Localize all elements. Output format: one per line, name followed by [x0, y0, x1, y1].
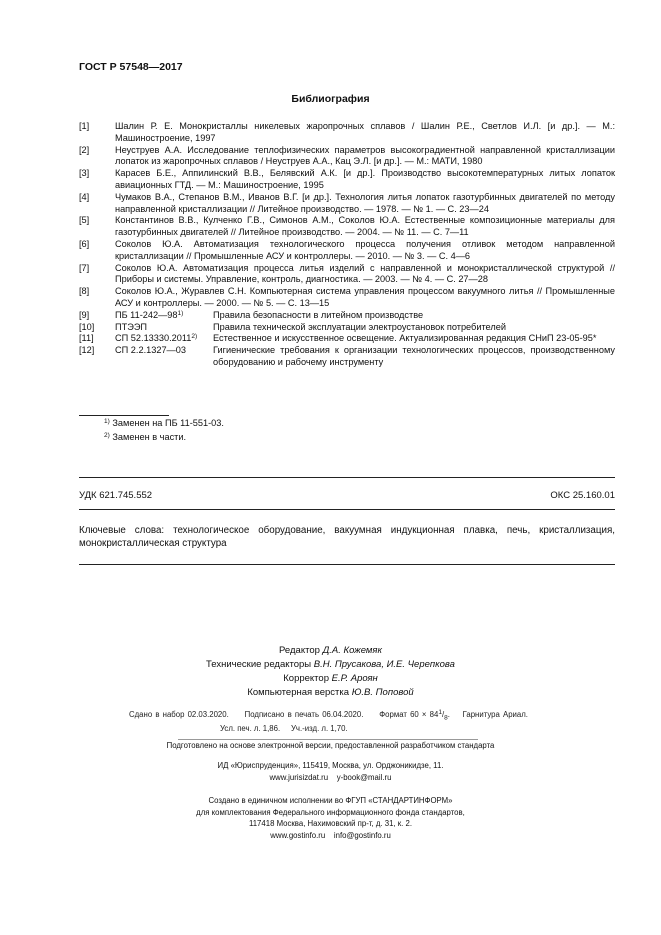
- bibliography-item-text: Соколов Ю.А., Журавлев С.Н. Компьютерная система управления процессом вакуумного литья // Промышленные АСУ и контроллеры. — 2000. — № 5. — С. 13—15: [115, 286, 615, 308]
- regulation-code: ПТЭЭП: [115, 321, 148, 332]
- bibliography-item-number: [5]: [79, 215, 90, 226]
- bibliography-item: [79, 215, 615, 239]
- bibliography-item-number: [12]: [79, 345, 95, 356]
- footnote-text: Заменен на ПБ 11-551-03.: [112, 418, 224, 428]
- regulation-title: Естественное и искусственное освещение. Актуализированная редакция СНиП 23-05-95*: [213, 333, 597, 344]
- bibliography-item-text: Шалин Р. Е. Монокристаллы никелевых жаропрочных сплавов / Шалин Р.Е., Светлов И.Л. [и др.]. — М.: Машиностроение, 1997: [115, 121, 615, 143]
- regulation-code: СП 2.2.1327—03: [115, 345, 186, 356]
- bibliography-item-text: Карасев Б.Е., Аппилинский В.В., Белявский А.К. [и др.]. Производство высокотемпературных литых лопаток авиационных ГТД. — М.: Машиностроение, 1995: [115, 168, 615, 190]
- credit-editor: Редактор Д.А. Кожемяк: [279, 645, 382, 656]
- udk-code: УДК 621.745.552: [79, 490, 153, 501]
- bibliography-item-number: [7]: [79, 262, 90, 273]
- creator-line-1: Создано в единичном исполнении во ФГУП «СТАНДАРТИНФОРМ»: [208, 796, 453, 805]
- bibliography-code-item: [79, 310, 615, 322]
- oks-code: ОКС 25.160.01: [550, 490, 615, 501]
- footnote-reference: 2): [191, 333, 198, 341]
- bibliography-item-number: [1]: [79, 121, 90, 131]
- bibliography-item-number: [3]: [79, 168, 90, 179]
- footnote-2: [104, 432, 186, 442]
- regulation-title: Гигиенические требования к организации технологических процессов, производственному оборудованию и рабочему инструменту: [213, 345, 615, 367]
- footnote-separator: [79, 415, 169, 416]
- creator-email[interactable]: info@gostinfo.ru: [333, 830, 391, 840]
- bibliography-item-number: [6]: [79, 238, 90, 249]
- regulation-code: ПБ 11-242—98$^{1)}$: [115, 309, 184, 320]
- bibliography-code-item: [79, 345, 615, 369]
- publisher-email[interactable]: y-book@mail.ru: [336, 772, 392, 782]
- credits-block: [0, 644, 661, 700]
- bibliography-item-number: [4]: [79, 191, 90, 202]
- imprint-line-2: Усл. печ. л. 1,86. Уч.-изд. л. 1,70.: [220, 724, 348, 733]
- publisher-address: ИД «Юриспруденция», 115419, Москва, ул. Орджоникидзе, 11.: [217, 761, 444, 770]
- footnote-reference: 1): [177, 309, 184, 317]
- bibliography-item: [79, 168, 615, 192]
- bibliography-title: Библиография: [291, 93, 370, 105]
- footnote-text: Заменен в части.: [112, 432, 187, 442]
- bibliography-item-number: [11]: [79, 333, 94, 344]
- divider-middle: [79, 509, 615, 510]
- bibliography-item-text: Константинов В.В., Кулченко Г.В., Симонов А.М., Соколов Ю.А. Естественные композиционные материалы для газотурбинных двигателей // Литейное производство. — 2004. — № 11. — С. 7—11: [115, 215, 615, 238]
- imprint-divider: [178, 739, 478, 740]
- creator-line-2: для комплектования Федерального информационного фонда стандартов,: [196, 807, 465, 817]
- regulation-title: Правила безопасности в литейном производстве: [213, 309, 424, 320]
- creator-address: 117418 Москва, Нахимовский пр-т, д. 31, к. 2.: [248, 819, 413, 828]
- divider-bottom: [79, 564, 615, 565]
- creator-block: [0, 795, 661, 841]
- bibliography-item-number: [2]: [79, 144, 90, 155]
- bibliography-item: [79, 263, 615, 287]
- credit-tech-editors: Технические редакторы В.Н. Прусакова, И.Е. Черепкова: [206, 659, 455, 670]
- publisher-site[interactable]: www.jurisizdat.ru: [269, 772, 329, 782]
- bibliography-item-number: [9]: [79, 309, 90, 320]
- bibliography-code-item: [79, 333, 615, 345]
- divider-top: [79, 477, 615, 478]
- imprint-line-1: Сдано в набор 02.03.2020. Подписано в печать 06.04.2020. Формат $60 \times 84^1/_8$. Гарнитура Ариал.: [129, 709, 528, 722]
- bibliography-item: [79, 121, 615, 145]
- bibliography-list: [79, 121, 615, 369]
- bibliography-item-text: Неуструев А.А. Исследование теплофизических параметров высокоградиентной направленной кристаллизации лопаток из жаропрочных сплавов / Неуструев А.А., Кац Э.Л. [и др.]. — М.: МАТИ, 1980: [115, 144, 615, 167]
- regulation-code: СП 52.13330.2011$^{2)}$: [115, 333, 198, 344]
- bibliography-item-text: Чумаков В.А., Степанов В.М., Иванов В.Г. [и др.]. Технология литья лопаток газотурбинных двигателей по методу направленной кристаллизации // Литейное производство. — 1978. — № 1. — С. 23—24: [115, 191, 615, 214]
- footnote-1: [104, 418, 224, 428]
- bibliography-item: [79, 286, 615, 310]
- regulation-title: Правила технической эксплуатации электроустановок потребителей: [213, 321, 506, 332]
- standard-designation: ГОСТ Р 57548—2017: [79, 61, 183, 73]
- credit-layout: Компьютерная верстка Ю.В. Поповой: [247, 687, 414, 698]
- bibliography-item-number: [8]: [79, 286, 90, 297]
- bibliography-code-item: [79, 322, 615, 334]
- bibliography-item-number: [10]: [79, 321, 95, 332]
- bibliography-item-text: Соколов Ю.А. Автоматизация технологического процесса получения отливок методом направленной кристаллизации // Промышленные АСУ и контроллеры. — 2010. — № 3. — С. 4—6: [115, 238, 615, 261]
- credit-corrector: Корректор Е.Р. Ароян: [283, 673, 378, 684]
- bibliography-item-text: Соколов Ю.А. Автоматизация процесса литья изделий с направленной и монокристаллической структурой // Приборы и системы. Управление, контроль, диагностика. — 2003. — № 4. — С. 27—28: [115, 262, 615, 285]
- prepared-note: Подготовлено на основе электронной версии, предоставленной разработчиком стандарта: [166, 741, 495, 750]
- creator-site[interactable]: www.gostinfo.ru: [270, 830, 326, 840]
- footnote-mark: 1): [104, 418, 110, 425]
- bibliography-item: [79, 192, 615, 216]
- footnote-mark: 2): [104, 432, 110, 439]
- bibliography-item: [79, 145, 615, 169]
- bibliography-item: [79, 239, 615, 263]
- keywords: Ключевые слова: технологическое оборудование, вакуумная индукционная плавка, печь, кристаллизация, монокристаллическая структура: [79, 525, 615, 549]
- publisher-block: [0, 760, 661, 783]
